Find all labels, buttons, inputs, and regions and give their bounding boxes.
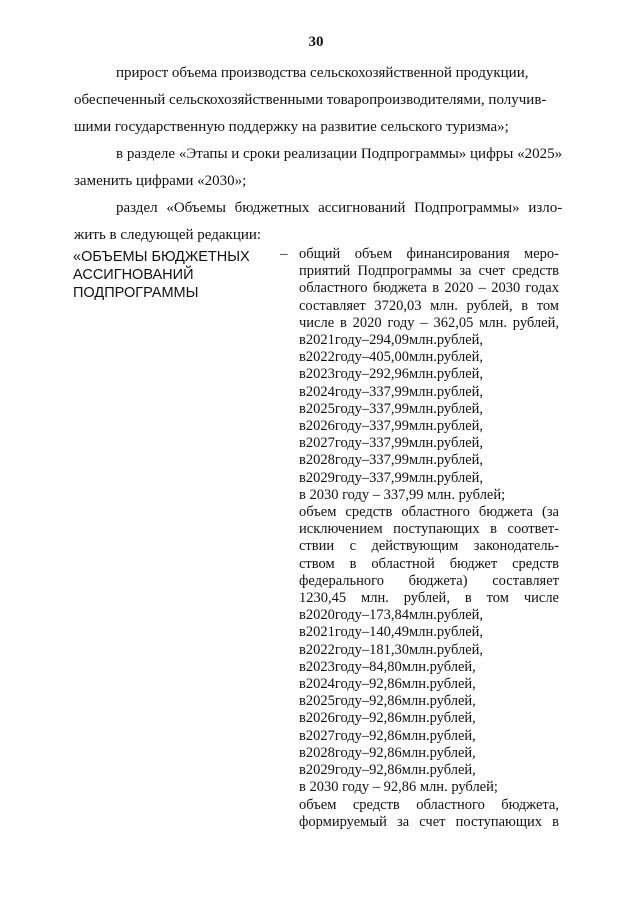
year-row-god: году [334,349,362,366]
mid-line: федерального бюджета) составляет [299,572,559,589]
year-row-pre: в [299,693,306,710]
year-row-unit: млн. [401,710,430,727]
year-row-unit: млн. [401,676,430,693]
year-row-dash: – [361,366,370,383]
year-row [299,418,559,435]
year-row-unit: млн. [409,452,437,469]
year-row-unit: млн. [401,744,430,761]
year-row [299,710,559,727]
year-row-rub: рублей, [429,658,476,675]
year-row-unit: млн. [409,641,437,658]
year-row [299,401,559,418]
year-row-year: 2022 [305,641,335,658]
year-row-amount: 84,80 [369,658,402,675]
mid-line: ством в областной бюджет средств [299,555,559,572]
year-row-rub: рублей, [429,744,476,761]
year-row-pre: в [299,744,306,761]
year-row [299,470,559,487]
year-row-pre: в [299,762,306,779]
year-line-2030-total: в 2030 году – 337,99 млн. рублей; [299,486,506,503]
year-row-rub: рублей, [436,366,484,383]
year-row-unit: млн. [401,693,430,710]
year-row-god: году [334,676,362,693]
year-row-pre: в [299,607,306,624]
year-row-god: году [334,658,362,675]
year-row-pre: в [299,710,306,727]
year-row-rub: рублей, [429,693,476,710]
year-row-rub: рублей, [436,641,484,658]
year-row-unit: млн. [401,727,430,744]
year-row-unit: млн. [409,607,437,624]
year-line-2030-regional: в 2030 году – 92,86 млн. рублей; [299,779,498,796]
yearly-list-regional [299,607,559,779]
year-row-god: году [334,607,362,624]
year-row-dash: – [361,693,370,710]
year-row-rub: рублей, [436,332,484,349]
year-row [299,349,559,366]
text-line: обеспеченный сельскохозяйственными товаропроизводителями, получив- [74,92,547,108]
year-row-amount: 337,99 [369,469,410,486]
year-row-amount: 337,99 [369,435,410,452]
year-row-pre: в [299,435,306,452]
text-line: жить в следующей редакции: [74,227,262,243]
year-row [299,624,559,641]
year-row-god: году [334,452,362,469]
year-row-dash: – [361,400,370,417]
year-row-amount: 92,86 [369,762,402,779]
year-row-dash: – [361,624,370,641]
year-row-dash: – [361,383,370,400]
year-row-dash: – [361,452,370,469]
intro-line: общий объем финансирования меро- [299,246,559,262]
paragraph-1 [74,60,558,141]
text-line: раздел «Объемы бюджетных ассигнований Подпрограммы» изло- [116,200,563,216]
year-row-year: 2029 [305,469,335,486]
year-row-pre: в [299,641,306,658]
year-row [299,452,559,469]
year-row-rub: рублей, [429,676,476,693]
text-line: шими государственную поддержку на развитие сельского туризма»; [74,119,509,135]
year-row-year: 2028 [305,452,335,469]
year-row-amount: 92,86 [369,710,402,727]
year-row [299,745,559,762]
year-row-amount: 92,86 [369,727,402,744]
year-row-rub: рублей, [436,452,484,469]
year-row-year: 2021 [305,624,335,641]
year-row-unit: млн. [409,418,437,435]
year-row-amount: 173,84 [369,607,410,624]
year-row-unit: млн. [409,349,437,366]
funding-text-block [299,246,559,831]
year-row-god: году [334,624,362,641]
year-row-amount: 337,99 [369,400,410,417]
year-row-unit: млн. [409,435,437,452]
year-row-year: 2029 [305,762,335,779]
year-row-pre: в [299,658,306,675]
end-line: объем средств областного бюджета, [299,796,559,813]
year-row-year: 2026 [305,710,335,727]
year-row-rub: рублей, [436,400,484,417]
mid-line: 1230,45 млн. рублей, в том числе [299,590,559,607]
text-line: прирост объема производства сельскохозяйственной продукции, [116,65,529,81]
year-row-amount: 92,86 [369,693,402,710]
year-row-god: году [334,383,362,400]
year-row-year: 2025 [305,400,335,417]
year-row [299,676,559,693]
year-row-year: 2021 [305,332,335,349]
year-row-amount: 292,96 [369,366,410,383]
year-row-amount: 92,86 [369,676,402,693]
section-label-line: «ОБЪЕМЫ БЮДЖЕТНЫХ [73,249,250,265]
mid-line: исключением поступающих в соответ- [299,521,559,538]
year-row-dash: – [361,332,370,349]
year-row-dash: – [361,710,370,727]
year-row-dash: – [361,418,370,435]
year-row-year: 2028 [305,744,335,761]
year-row-pre: в [299,366,306,383]
label-dash: – [280,246,288,262]
year-row-unit: млн. [409,332,437,349]
year-row-unit: млн. [409,400,437,417]
year-row-god: году [334,418,362,435]
year-row-unit: млн. [409,624,437,641]
year-row-amount: 337,99 [369,418,410,435]
year-row [299,659,559,676]
year-row-god: году [334,744,362,761]
year-row-rub: рублей, [436,469,484,486]
year-row [299,384,559,401]
year-row-god: году [334,727,362,744]
end-line: формируемый за счет поступающих в [299,813,559,830]
year-row-dash: – [361,727,370,744]
year-row-year: 2020 [305,607,335,624]
year-row-dash: – [361,658,370,675]
year-row-amount: 294,09 [369,332,410,349]
year-row-rub: рублей, [436,624,484,641]
year-row-rub: рублей, [429,727,476,744]
year-row-unit: млн. [409,366,437,383]
section-label-line: ПОДПРОГРАММЫ [73,285,199,301]
year-row-amount: 140,49 [369,624,410,641]
year-row-pre: в [299,452,306,469]
year-row-unit: млн. [409,383,437,400]
year-row-pre: в [299,383,306,400]
year-row [299,366,559,383]
year-row-god: году [334,641,362,658]
intro-line: числе в 2020 году – 362,05 млн. рублей, [299,314,559,331]
section-label-line: АССИГНОВАНИЙ [73,267,194,283]
intro-line: областного бюджета в 2020 – 2030 годах [299,280,559,297]
year-row-dash: – [361,349,370,366]
mid-line: ствии с действующим законодатель- [299,538,559,555]
year-row-pre: в [299,349,306,366]
year-row-rub: рублей, [436,383,484,400]
year-row-pre: в [299,624,306,641]
year-row-dash: – [361,676,370,693]
year-row-pre: в [299,400,306,417]
paragraph-2 [74,141,563,195]
year-row [299,435,559,452]
year-row-pre: в [299,727,306,744]
year-row [299,762,559,779]
year-row-dash: – [361,641,370,658]
year-row-year: 2027 [305,435,335,452]
year-row-unit: млн. [401,762,430,779]
mid-line: объем средств областного бюджета (за [299,504,559,521]
year-row [299,642,559,659]
year-row-year: 2024 [305,676,335,693]
year-row [299,607,559,624]
year-row-dash: – [361,607,370,624]
year-row-year: 2024 [305,383,335,400]
year-row-year: 2026 [305,418,335,435]
year-row-year: 2022 [305,349,335,366]
year-row-year: 2027 [305,727,335,744]
year-row-pre: в [299,332,306,349]
year-row-dash: – [361,744,370,761]
year-row-rub: рублей, [436,418,484,435]
year-row-year: 2023 [305,658,335,675]
section-label [73,248,273,302]
year-row-unit: млн. [401,658,430,675]
year-row-amount: 337,99 [369,452,410,469]
year-row-rub: рублей, [436,607,484,624]
intro-line: приятий Подпрограммы за счет средств [299,263,559,280]
intro-line: составляет 3720,03 млн. рублей, в том [299,297,559,314]
year-row-pre: в [299,676,306,693]
year-row-amount: 92,86 [369,744,402,761]
year-row-god: году [334,435,362,452]
year-row [299,693,559,710]
year-row-amount: 405,00 [369,349,410,366]
year-row-amount: 337,99 [369,383,410,400]
text-line: заменить цифрами «2030»; [74,173,247,189]
year-row-pre: в [299,469,306,486]
year-row-god: году [334,469,362,486]
year-row-unit: млн. [409,469,437,486]
year-row-year: 2025 [305,693,335,710]
year-row [299,728,559,745]
year-row-god: году [334,366,362,383]
text-line: в разделе «Этапы и сроки реализации Подпрограммы» цифры «2025» [116,146,563,162]
year-row-rub: рублей, [429,710,476,727]
year-row-amount: 181,30 [369,641,410,658]
year-row [299,332,559,349]
year-row-pre: в [299,418,306,435]
paragraph-3 [74,195,563,249]
yearly-list-total [299,332,559,487]
year-row-god: году [334,710,362,727]
year-row-dash: – [361,469,370,486]
year-row-god: году [334,693,362,710]
year-row-dash: – [361,435,370,452]
year-row-rub: рублей, [436,435,484,452]
page-number: 30 [308,34,324,50]
year-row-rub: рублей, [429,762,476,779]
year-row-god: году [334,762,362,779]
year-row-god: году [334,400,362,417]
year-row-year: 2023 [305,366,335,383]
year-row-rub: рублей, [436,349,484,366]
year-row-dash: – [361,762,370,779]
year-row-god: году [334,332,362,349]
